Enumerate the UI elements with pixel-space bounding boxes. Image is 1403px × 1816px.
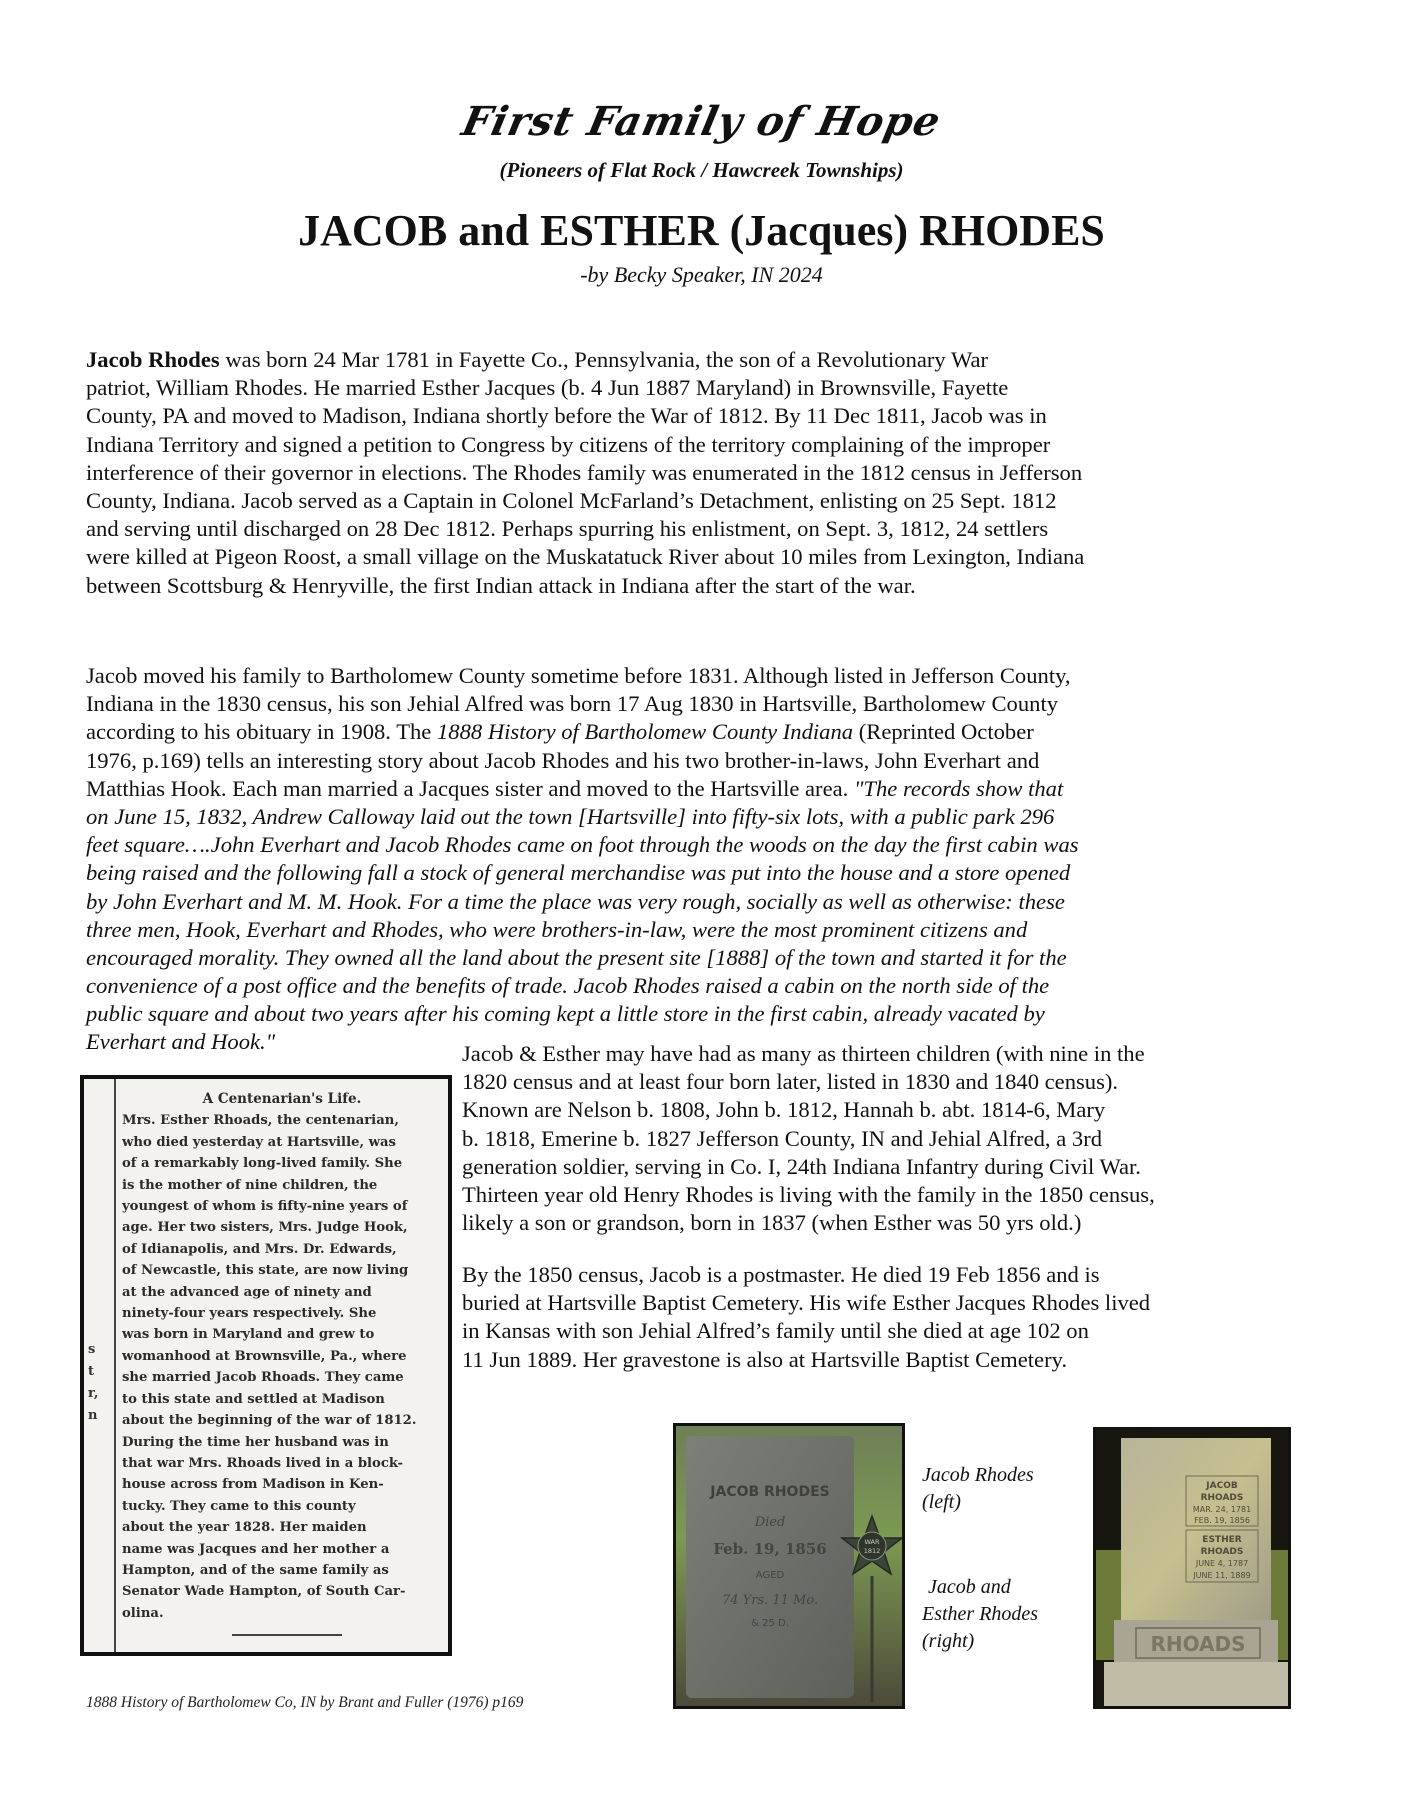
subject-name: Jacob Rhodes xyxy=(86,347,220,372)
quote-line: three men, Hook, Everhart and Rhodes, who were brothers-in-law, were the most prominent citizens and xyxy=(86,916,1028,942)
jacob-gravestone-image xyxy=(676,1426,902,1706)
svg-text:JUNE 4, 1787: JUNE 4, 1787 xyxy=(1195,1559,1249,1568)
paragraph-deaths: By the 1850 census, Jacob is a postmaster. He died 19 Feb 1856 and is buried at Hartsville Baptist Cemetery. His wife Esther Jacques Rhodes lived in Kansas with son Jehial Alfred’s family until she died at age 102 on 11 Jun 1889. Her gravestone is also at Hartsville Baptist Cemetery. xyxy=(462,1262,1151,1372)
paragraph-birth-and-war: Jacob Rhodes was born 24 Mar 1781 in Fayette Co., Pennsylvania, the son of a Revolutionary War patriot, William Rhodes. He married Esther Jacques (b. 4 Jun 1887 Maryland) in Brownsville, Fayette County, PA and moved to Madison, Indiana shortly before the War of 1812. By 11 Dec 1811, Jacob was in Indiana Territory and signed a petition to Congress by citizens of the territory complaining of the improper interference of their governor in elections. The Rhodes family was enumerated in the 1812 census in Jefferson County, Indiana. Jacob served as a Captain in Colonel McFarland’s Detachment, enlisting on 25 Sept. 1812 and serving until discharged on 28 Dec 1812. Perhaps spurring his enlistment, on Sept. 3, 1812, 24 settlers were killed at Pigeon Roost, a small village on the Muskatatuck River about 10 miles from Lexington, Indiana between Scottsburg & Henryville, the first Indian attack in Indiana after the start of the war. xyxy=(86,347,1085,598)
photo-jacob-esther-gravestone xyxy=(1093,1427,1291,1709)
quote-line: by John Everhart and M. M. Hook. For a time the place was very rough, socially as well as otherwise: these xyxy=(86,888,1065,914)
foundation xyxy=(1104,1662,1288,1706)
svg-text:JACOB: JACOB xyxy=(1206,1481,1238,1491)
paragraph-children: Jacob & Esther may have had as many as thirteen children (with nine in the 1820 census and at least four born later, listed in 1830 and 1840 census). Known are Nelson b. 1808, John b. 1812, Hannah b. abt. 1814-6, Mary b. 1818, Emerine b. 1827 Jefferson County, IN and Jehial Alfred, a 3rd generation soldier, serving in Co. I, 24th Indiana Infantry during Civil War. Thirteen year old Henry Rhodes is living with the family in the 1850 census, likely a son or grandson, born in 1837 (when Esther was 50 yrs old.) xyxy=(462,1041,1155,1236)
caption-jacob-esther-right: Jacob and Esther Rhodes (right) xyxy=(922,1576,1039,1652)
quote-line: being raised and the following fall a stock of general merchandise was put into the house and a store opened xyxy=(86,860,1071,886)
quote-line: feet square….John Everhart and Jacob Rhodes came on foot through the woods on the day the first cabin was xyxy=(86,832,1079,858)
clipping-end-rule xyxy=(232,1634,342,1636)
quote-line: encouraged morality. They owned all the land about the present site [1888] of the town and started it for the xyxy=(86,944,1067,970)
svg-text:JUNE 11, 1889: JUNE 11, 1889 xyxy=(1193,1571,1251,1580)
quote-line: on June 15, 1832, Andrew Calloway laid out the town [Hartsville] into fifty-six lots, with a public park 296 xyxy=(86,803,1055,829)
photo-jacob-gravestone xyxy=(673,1423,905,1709)
quote-line: Everhart and Hook." xyxy=(86,1029,276,1055)
svg-text:MAR. 24, 1781: MAR. 24, 1781 xyxy=(1192,1505,1252,1514)
svg-text:RHOADS: RHOADS xyxy=(1200,1547,1244,1557)
svg-text:Feb. 19, 1856: Feb. 19, 1856 xyxy=(713,1540,827,1558)
svg-text:RHOADS: RHOADS xyxy=(1200,1493,1244,1503)
series-title: First Family of Hope xyxy=(457,98,946,145)
clipping-gutter: s t r, n xyxy=(88,1342,99,1423)
paragraph-hartsville-history: Jacob moved his family to Bartholomew County sometime before 1831. Although listed in Jefferson County, Indiana in the 1830 census, his son Jehial Alfred was born 17 Aug 1830 in Hartsville, Bartholomew County according to his obituary in 1908. The 1888 History of Bartholomew County Indiana (Reprinted October 1976, p.169) tells an interesting story about Jacob Rhodes and his two brother-in-laws, John Everhart and Matthias Hook. Each man married a Jacques sister and moved to the Hartsville area. "The records show that on June 15, 1832, Andrew Calloway laid out the town [Hartsville] into fifty-six lots, with a public park 296 feet square….John Everhart and Jacob Rhodes came on foot through the woods on the day the first cabin was being raised and the following fall a stock of general merchandise was put into the house and a store opened by John Everhart and M. M. Hook. For a time the place was very rough, socially as well as otherwise: these three men, Hook, Everhart and Rhodes, who were brothers-in-law, were the most prominent citizens and encouraged morality. They owned all the land about the present site [1888] of the town and started it for the convenience of a post office and the benefits of trade. Jacob Rhodes raised a cabin on the north side of the public square and about two years after his coming kept a little store in the first cabin, already vacated by Everhart and Hook." xyxy=(86,662,1346,1057)
svg-text:WAR: WAR xyxy=(864,1538,880,1546)
quote-line: public square and about two years after his coming kept a little store in the first cabin, already vacated by xyxy=(86,1001,1045,1027)
svg-text:AGED: AGED xyxy=(755,1570,785,1581)
caption-jacob-left: Jacob Rhodes (left) xyxy=(922,1464,1034,1513)
svg-text:1812: 1812 xyxy=(863,1547,881,1555)
svg-text:FEB. 19, 1856: FEB. 19, 1856 xyxy=(1194,1516,1250,1525)
base-surname-text: RHOADS xyxy=(1150,1632,1246,1656)
newspaper-clipping xyxy=(80,1075,452,1656)
clipping-headline: A Centenarian's Life. xyxy=(202,1091,362,1107)
page-title: JACOB and ESTHER (Jacques) RHODES xyxy=(298,206,1105,255)
jacob-esther-gravestone-image xyxy=(1096,1430,1288,1706)
byline: -by Becky Speaker, IN 2024 xyxy=(580,262,823,287)
svg-text:ESTHER: ESTHER xyxy=(1202,1535,1242,1545)
svg-text:74 Yrs. 11 Mo.: 74 Yrs. 11 Mo. xyxy=(721,1593,819,1608)
subtitle: (Pioneers of Flat Rock / Hawcreek Townships) xyxy=(499,158,904,182)
clipping-column: A Centenarian's Life. Mrs. Esther Rhoads, the centenarian, who died yesterday at Hartsville, was of a remarkably long-lived family. She is the mother of nine children, the youngest of whom is fifty-nine years of age. Her two sisters, Mrs. Judge Hook, of Idianapolis, and Mrs. Dr. Edwards, of Newcastle, this state, are now living at the advanced age of ninety and ninety-four years respectively. She was born in Maryland and grew to womanhood at Brownsville, Pa., where she married Jacob Rhoads. They came to this state and settled at Madison about the beginning of the war of 1812. During the time her husband was in that war Mrs. Rhoads lived in a block- house across from Madison in Ken- tucky. They came to this county about the year 1828. Her maiden name was Jacques and her mother a Hampton, and of the same family as Senator Wade Hampton, of South Car- olina. xyxy=(114,1079,442,1652)
svg-text:Died: Died xyxy=(754,1515,786,1530)
clipping-source-caption: 1888 History of Bartholomew Co, IN by Brant and Fuller (1976) p169 xyxy=(86,1694,524,1711)
svg-text:& 25 D.: & 25 D. xyxy=(751,1618,789,1629)
quote-line: convenience of a post office and the benefits of trade. Jacob Rhodes raised a cabin on the north side of the xyxy=(86,973,1050,999)
headstone xyxy=(686,1436,854,1698)
book-title: 1888 History of Bartholomew County Indiana xyxy=(436,719,854,745)
stone-name-text: JACOB RHODES xyxy=(710,1484,830,1500)
